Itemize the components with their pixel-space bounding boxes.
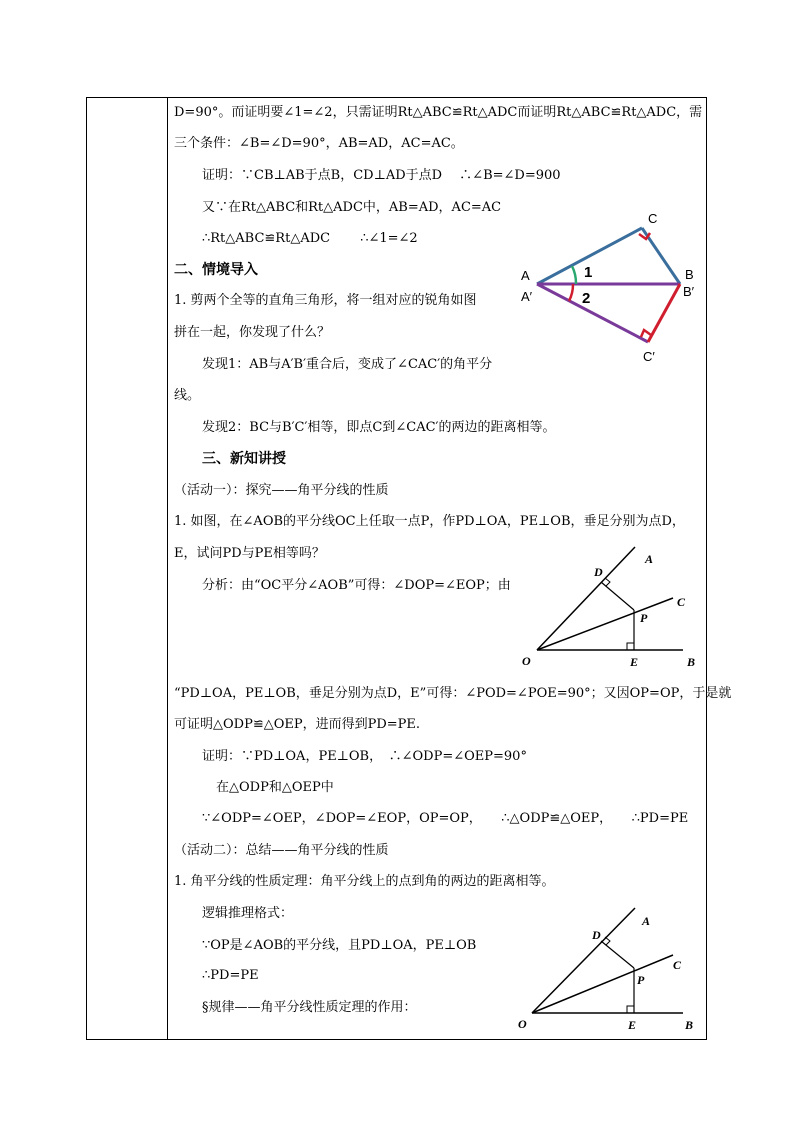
segment-ac-prime [537,284,648,342]
ray-oc [537,598,673,650]
right-angle-mark-c-prime [641,330,651,337]
text-line: 拼在一起，你发现了什么？ [174,325,331,340]
text-line: 三个条件：∠B=∠D=90°，AB=AD，AC=AC。 [174,136,464,151]
label-c-prime: C′ [643,349,655,364]
angle-1-arc [572,266,576,284]
label-a: A [645,552,654,566]
text-line: （活动二）：总结——角平分线的性质 [174,843,389,858]
text-line: 可证明△ODP≌△OEP，进而得到PD=PE. [174,717,421,732]
text-line: E，试问PD与PE相等吗？ [174,546,325,561]
text-line: （活动一）：探究——角平分线的性质 [174,483,389,498]
text-line: 发现2：BC与B′C′相等，即点C到∠CAC′的两边的距离相等。 [202,420,556,435]
text-line: 在△ODP和△OEP中 [216,780,334,795]
right-angle-mark-e [627,643,634,650]
label-angle-2: 2 [582,290,591,307]
right-angle-mark-d [605,937,610,945]
text-line: 证明：∵PD⊥OA，PE⊥OB， ∴∠ODP=∠OEP=90° [202,749,527,764]
label-angle-1: 1 [584,264,593,281]
text-line: “PD⊥OA，PE⊥OB，垂足分别为点D，E”可得：∠POD=∠POE=90°；又因OP=OP，于是就 [174,686,732,701]
text-line: §规律——角平分线性质定理的作用： [202,1000,417,1015]
segment-pd [601,582,634,610]
label-a-prime: A′ [521,289,533,304]
label-o: O [518,1017,527,1031]
text-line: ∵∠ODP=∠OEP，∠DOP=∠EOP，OP=OP， ∴△ODP≌△OEP， ∴PD=PE [202,811,689,826]
label-c: C [648,211,658,226]
label-b-prime: B′ [683,284,695,299]
right-angle-mark-e [627,1006,634,1013]
angle-bisector-figure-2 [515,903,705,1038]
ray-oa [532,908,635,1013]
text-line: D=90°。而证明要∠1=∠2，只需证明Rt△ABC≌Rt△ADC而证明Rt△ABC≌Rt△ADC，需 [174,105,703,120]
section-heading: 三、新知讲授 [202,451,286,467]
text-line: 1. 角平分线的性质定理：角平分线上的点到角的两边的距离相等。 [174,874,555,889]
label-a: A [521,268,530,283]
text-line: 1. 如图，在∠AOB的平分线OC上任取一点P，作PD⊥OA，PE⊥OB，垂足分别为点D， [174,514,685,529]
congruent-triangles-figure [515,205,705,367]
label-b: B [685,1018,694,1032]
label-o: O [522,654,531,668]
label-a: A [642,914,651,928]
text-line: 又∵在Rt△ABC和Rt△ADC中，AB=AD，AC=AC [202,200,502,215]
label-d: D [592,928,601,942]
text-line: 线。 [174,388,201,403]
ray-oc [532,955,673,1013]
section-heading: 二、情境导入 [174,262,258,278]
label-b: B [687,655,696,669]
label-c: C [677,595,686,609]
segment-pd [601,941,634,968]
right-angle-mark-d [605,578,610,586]
angle-2-arc [569,284,573,301]
text-line: ∴PD=PE [202,968,259,983]
label-e: E [628,1018,637,1032]
text-line: ∴Rt△ABC≌Rt△ADC ∴∠1=∠2 [202,231,418,246]
label-p: P [640,611,648,625]
text-line: 发现1：AB与A′B′重合后，变成了∠CAC′的角平分 [202,357,493,372]
label-e: E [630,655,639,669]
text-line: 分析：由“OC平分∠AOB”可得：∠DOP=∠EOP；由 [202,578,511,593]
text-line: 证明：∵CB⊥AB于点B，CD⊥AD于点D ∴∠B=∠D=900 [202,168,561,183]
label-b: B [685,267,694,282]
label-d: D [594,565,603,579]
segment-bc-prime [648,284,680,342]
label-c: C [673,958,682,972]
text-line: ∵OP是∠AOB的平分线，且PD⊥OA，PE⊥OB [202,938,477,953]
angle-bisector-figure [515,540,705,675]
text-line: 1. 剪两个全等的直角三角形，将一组对应的锐角如图 [174,293,477,308]
text-line: 逻辑推理格式： [202,906,294,921]
label-p: P [637,973,645,987]
column-divider [167,97,168,1040]
